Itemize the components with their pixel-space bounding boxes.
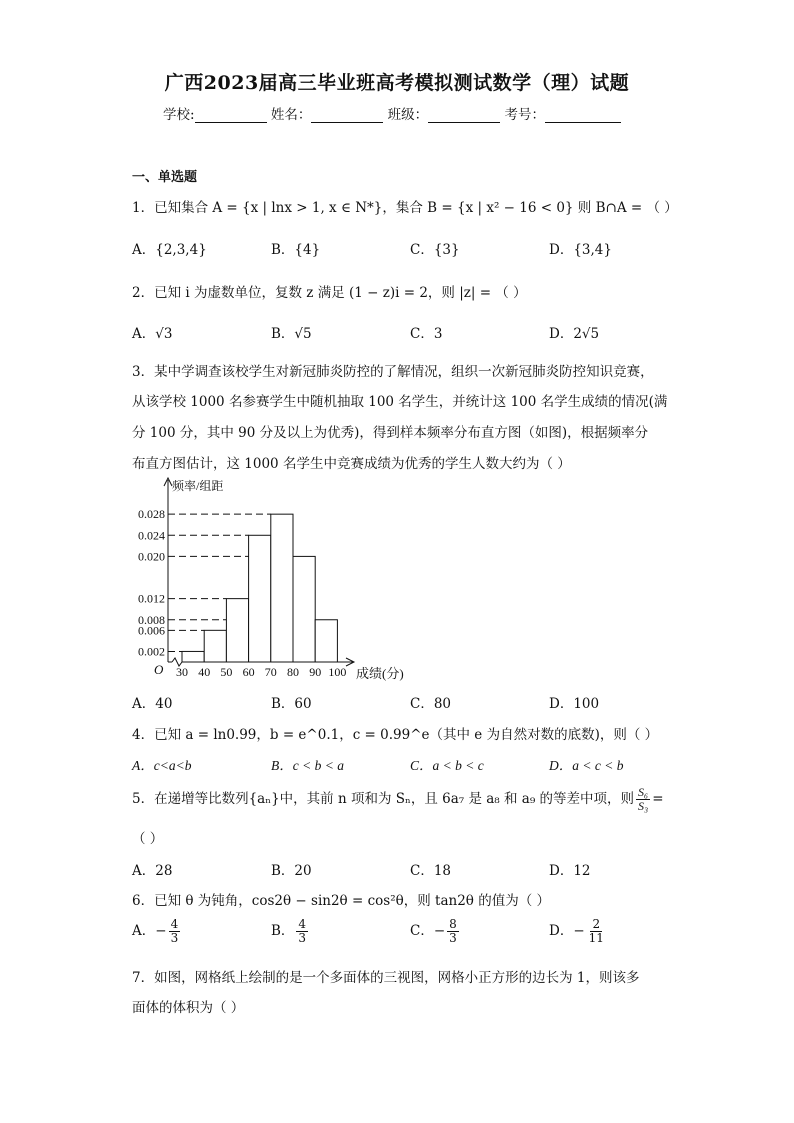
question-text-line: 面体的体积为（ ） (132, 1000, 245, 1016)
origin-label: O (154, 662, 164, 677)
option-a[interactable]: A．40 (132, 696, 173, 712)
option-d[interactable] (549, 918, 608, 945)
question-number: 6． (132, 893, 155, 909)
page-title: 广西2023届高三毕业班高考模拟测试数学（理）试题 (164, 72, 630, 94)
question-number: 5． (132, 791, 155, 807)
option-b[interactable]: B．√5 (271, 326, 312, 342)
option-a[interactable]: A．c<a<b (132, 758, 192, 773)
y-tick-label: 0.008 (138, 612, 165, 627)
answer-paren: （ ） (132, 831, 164, 847)
x-tick-label: 100 (328, 665, 347, 679)
option-a[interactable]: A．28 (132, 863, 173, 879)
y-tick-label: 0.028 (138, 507, 165, 522)
question-text: 已知 a = ln0.99，b = e^0.1，c = 0.99^e（其中 e 为自然对数的底数)，则（ ） (154, 727, 659, 743)
student-info-row (163, 103, 621, 123)
question-number: 2． (132, 285, 155, 301)
question-text: 已知 i 为虚数单位，复数 z 满足 (1 − z)i = 2，则 |z| = （ ） (154, 285, 527, 301)
fraction-numerator: 2 (592, 917, 601, 931)
option-d[interactable]: D．100 (549, 696, 600, 712)
option-label: A． (132, 923, 156, 939)
exam-number-label: 考号： (504, 107, 545, 123)
option-b[interactable]: B．60 (271, 696, 312, 712)
option-a[interactable]: A．{2,3,4} (132, 242, 207, 258)
option-c[interactable]: C．{3} (410, 242, 460, 258)
option-b[interactable]: B．{4} (271, 242, 321, 258)
exam-number-blank[interactable] (545, 108, 621, 123)
option-b[interactable]: B．c < b < a (271, 758, 344, 773)
class-blank[interactable] (428, 108, 500, 123)
question-7 (132, 966, 639, 986)
option-label: D． (549, 923, 574, 939)
fraction-numerator: S₆ (638, 785, 649, 799)
question-6 (132, 889, 550, 909)
option-d[interactable]: D．a < c < b (549, 758, 624, 773)
x-tick-label: 50 (220, 665, 233, 679)
fraction-denominator: 3 (170, 931, 179, 945)
question-text-line: 某中学调查该校学生对新冠肺炎防控的了解情况，组织一次新冠肺炎防控知识竞赛， (154, 364, 654, 380)
option-c[interactable]: C．18 (410, 863, 452, 879)
histogram-bar (249, 535, 271, 662)
x-tick-label: 30 (176, 665, 188, 679)
option-c[interactable]: C．80 (410, 696, 452, 712)
histogram-bar (182, 651, 204, 662)
fraction (296, 918, 308, 945)
fraction (447, 918, 459, 945)
option-b[interactable]: B．20 (271, 863, 312, 879)
question-number: 1． (132, 200, 155, 216)
question-text-line: 如图，网格纸上绘制的是一个多面体的三视图，网格小正方形的边长为 1，则该多 (154, 970, 640, 986)
histogram-bar (271, 514, 293, 662)
y-tick-label: 0.020 (138, 549, 165, 564)
section-heading: 一、单选题 (132, 170, 198, 185)
fraction-numerator: 4 (170, 917, 179, 931)
question-text-line: 分 100 分，其中 90 分及以上为优秀)，得到样本频率分布直方图（如图)，根据频率分 (132, 425, 649, 441)
fraction (636, 786, 650, 813)
option-a[interactable] (132, 918, 182, 945)
fraction (169, 918, 181, 945)
option-d[interactable]: D．12 (549, 863, 591, 879)
y-tick-label: 0.002 (138, 644, 165, 659)
question-3 (132, 360, 654, 380)
option-d[interactable]: D．2√5 (549, 326, 600, 342)
question-text-line: 布直方图估计，这 1000 名学生中竞赛成绩为优秀的学生人数大约为（ ） (132, 456, 571, 472)
fraction-denominator: 3 (449, 931, 457, 945)
question-number: 7． (132, 970, 155, 986)
y-tick-label: 0.006 (138, 623, 165, 638)
question-4 (132, 723, 658, 743)
school-label: 学校: (163, 107, 195, 123)
name-label: 姓名： (270, 107, 312, 123)
histogram-bar (204, 630, 226, 662)
class-label: 班级： (387, 107, 429, 123)
x-tick-label: 40 (198, 665, 211, 679)
fraction-numerator: 4 (298, 917, 307, 931)
x-tick-label: 60 (242, 665, 255, 679)
x-tick-label: 80 (287, 665, 299, 679)
fraction (587, 918, 606, 945)
option-c[interactable]: C．a < b < c (410, 758, 484, 773)
histogram-bar (315, 620, 337, 662)
fraction-denominator: 3 (298, 931, 307, 945)
option-a[interactable]: A．√3 (132, 326, 173, 342)
histogram-bar (226, 599, 248, 662)
question-number: 3． (132, 364, 155, 380)
option-d[interactable]: D．{3,4} (549, 242, 612, 258)
option-label: B． (271, 923, 295, 939)
x-tick-label: 90 (309, 665, 322, 679)
option-sign: − (433, 923, 446, 939)
histogram-bar (293, 556, 315, 662)
question-number: 4． (132, 727, 155, 743)
y-axis-title: 频率/组距 (172, 479, 224, 493)
question-text: = (652, 791, 664, 807)
y-tick-label: 0.024 (138, 528, 165, 543)
question-1 (132, 196, 678, 216)
option-sign: − (573, 923, 585, 939)
option-b[interactable] (271, 918, 310, 945)
fraction-numerator: 8 (449, 917, 457, 931)
question-text: 在递增等比数列{aₙ}中，其前 n 项和为 Sₙ，且 6a₇ 是 a₈ 和 a₉ 的等差中项，则 (154, 791, 635, 807)
question-text: 已知 θ 为钝角，cos2θ − sin2θ = cos²θ，则 tan2θ 的值为（ ） (154, 893, 550, 909)
question-text: 已知集合 A = {x | lnx > 1, x ∈ N*}，集合 B = {x | x² − 16 < 0} 则 B∩A = （ ） (154, 200, 678, 216)
x-tick-label: 70 (264, 665, 277, 679)
fraction-denominator: S₃ (638, 799, 649, 813)
y-tick-label: 0.012 (138, 591, 165, 606)
option-c[interactable]: C．3 (410, 326, 443, 342)
name-blank[interactable] (311, 108, 383, 123)
question-2 (132, 281, 527, 301)
x-axis-title: 成绩(分) (356, 666, 404, 681)
question-5 (132, 786, 664, 813)
option-sign: − (155, 923, 167, 939)
school-blank[interactable] (195, 108, 267, 123)
option-label: C． (410, 923, 434, 939)
fraction-denominator: 11 (588, 931, 604, 945)
question-text-line: 从该学校 1000 名参赛学生中随机抽取 100 名学生，并统计这 100 名学生成绩的情况(满 (132, 394, 668, 410)
option-c[interactable] (410, 918, 461, 945)
histogram-chart (130, 476, 430, 688)
